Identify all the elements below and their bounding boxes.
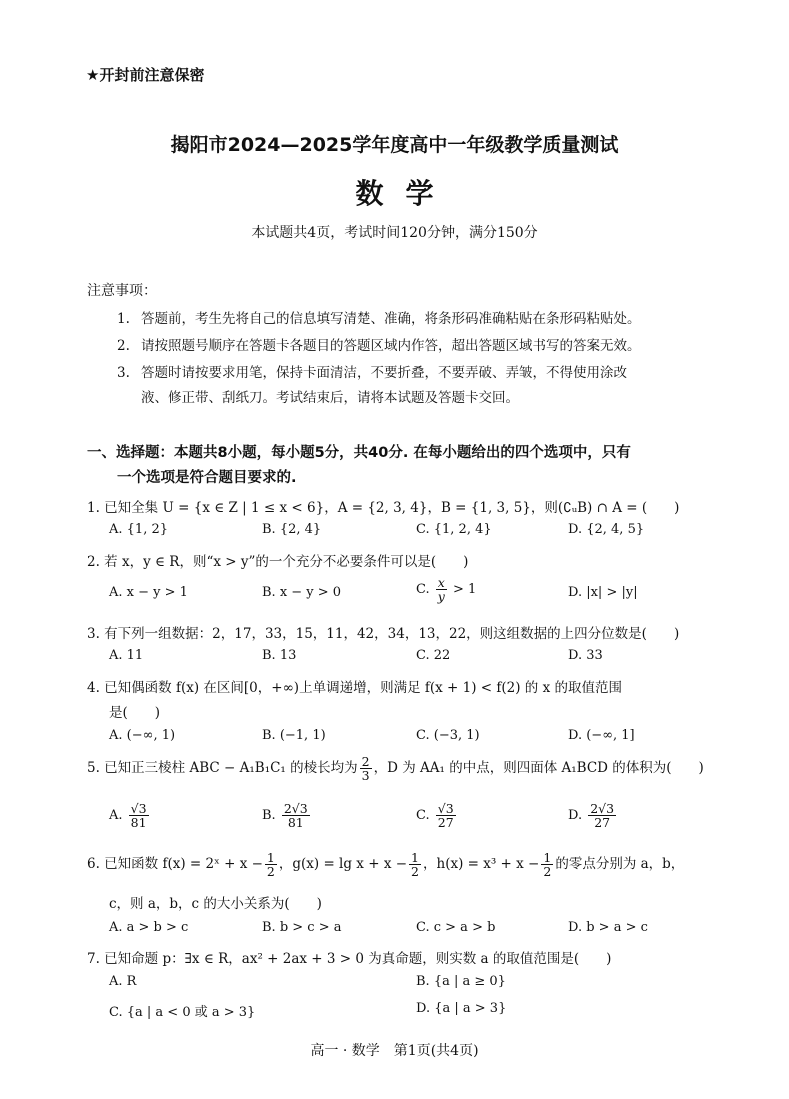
q6-option-a: A. a > b > c: [109, 920, 189, 935]
fraction: [409, 851, 421, 878]
question-7-stem: 7. 已知命题 p：∃x ∈ R，ax² + 2ax + 3 > 0 为真命题，则实数 a 的取值范围是( ): [87, 951, 612, 967]
frac-num: 1: [266, 850, 275, 865]
section-heading-cont: 一个选项是符合题目要求的.: [117, 470, 297, 486]
question-5-stem: [87, 755, 704, 782]
frac-num: 2√3: [590, 801, 615, 816]
q6-stem-d: 的零点分别为 a，b，: [555, 856, 685, 873]
q5-option-a: [109, 802, 151, 829]
exam-info: 本试题共4页，考试时间120分钟，满分150分: [251, 225, 538, 241]
q1-option-a: A. {1, 2}: [109, 522, 169, 537]
notice-num: 3.: [117, 365, 130, 381]
q2-option-c: [416, 576, 476, 603]
question-3-stem: 3. 有下列一组数据：2，17，33，15，11，42，34，13，22，则这组数据的上四分位数是( ): [87, 626, 680, 642]
frac-den: 3: [361, 768, 370, 784]
question-4-stem: 4. 已知偶函数 f(x) 在区间[0，+∞)上单调递增，则满足 f(x + 1) < f(2) 的 x 的取值范围: [87, 680, 622, 696]
q6-option-c: C. c > a > b: [416, 920, 496, 935]
q7-option-c: C. {a | a < 0 或 a > 3}: [109, 1005, 256, 1020]
q2-option-c-tail: > 1: [452, 582, 477, 598]
notice-text: 答题前，考生先将自己的信息填写清楚、准确，将条形码准确粘贴在条形码粘贴处。: [141, 311, 641, 327]
q4-option-d: D. (−∞, 1]: [568, 728, 635, 743]
frac-den: 2: [411, 864, 419, 880]
q5-stem-b: ，D 为 AA₁ 的中点，则四面体 A₁BCD 的体积为( ): [373, 760, 704, 777]
notice-num: 1.: [117, 311, 130, 327]
frac-num: 1: [543, 850, 552, 865]
fraction: [360, 755, 372, 782]
q6-stem-b: ，g(x) = lg x + x −: [278, 856, 408, 873]
question-2-stem: 2. 若 x，y ∈ R，则“x > y”的一个充分不必要条件可以是( ): [87, 554, 469, 570]
q6-stem-a: 6. 已知函数 f(x) = 2ˣ + x −: [87, 856, 263, 873]
q4-option-a: A. (−∞, 1): [109, 728, 176, 743]
q6-stem-c: ，h(x) = x³ + x −: [423, 856, 540, 873]
option-label: B.: [262, 808, 276, 824]
frac-den: 27: [594, 815, 611, 831]
fraction: [282, 802, 310, 829]
q3-option-d: D. 33: [568, 648, 603, 663]
notice-heading: 注意事项：: [87, 283, 157, 299]
frac-den: 2: [266, 864, 275, 880]
question-6-stem-cont: c，则 a，b，c 的大小关系为( ): [109, 896, 322, 912]
q6-option-b: B. b > c > a: [262, 920, 342, 935]
q3-option-b: B. 13: [262, 648, 297, 663]
notice-num: 2.: [117, 338, 130, 354]
fraction: [436, 802, 456, 829]
confidential-mark: ★开封前注意保密: [86, 66, 205, 84]
q6-option-d: D. b > a > c: [568, 920, 648, 935]
fraction: [541, 851, 553, 878]
q7-option-b: B. {a | a ≥ 0}: [416, 974, 506, 989]
frac-num: √3: [437, 801, 454, 816]
page-footer: 高一 · 数学 第1页(共4页): [310, 1043, 479, 1059]
q1-option-d: D. {2, 4, 5}: [568, 522, 645, 537]
q3-option-c: C. 22: [416, 648, 451, 663]
question-4-stem-cont: 是( ): [109, 705, 161, 721]
option-label: C.: [416, 808, 430, 824]
subject-title: 数学: [355, 177, 456, 210]
section-heading: 一、选择题：本题共8小题，每小题5分，共40分. 在每小题给出的四个选项中，只有: [87, 445, 631, 461]
frac-num: √3: [130, 801, 147, 816]
q5-option-c: [416, 802, 458, 829]
frac-den: 81: [130, 815, 147, 831]
frac-num: 2: [361, 754, 370, 769]
q5-stem-a: 5. 已知正三棱柱 ABC − A₁B₁C₁ 的棱长均为: [87, 760, 358, 777]
frac-den: y: [437, 589, 445, 605]
notice-text: 请按照题号顺序在答题卡各题目的答题区域内作答，超出答题区域书写的答案无效。: [141, 338, 641, 354]
question-1-stem: 1. 已知全集 U = {x ∈ Z | 1 ≤ x < 6}，A = {2, 3, 4}，B = {1, 3, 5}，则(∁ᵤB) ∩ A = ( ): [87, 500, 680, 516]
fraction: [436, 576, 447, 603]
notice-item: [117, 334, 641, 354]
frac-num: x: [437, 575, 445, 590]
fraction: [588, 802, 616, 829]
option-label: D.: [568, 808, 583, 824]
option-label: A.: [109, 808, 123, 824]
q4-option-b: B. (−1, 1): [262, 728, 326, 743]
q2-option-a: A. x − y > 1: [109, 585, 188, 600]
frac-den: 2: [543, 864, 552, 880]
q1-option-c: C. {1, 2, 4}: [416, 522, 492, 537]
fraction: [129, 802, 149, 829]
frac-den: 27: [437, 815, 454, 831]
notice-item: [117, 361, 627, 381]
q5-option-b: [262, 802, 312, 829]
q2-option-d: D. |x| > |y|: [568, 585, 638, 600]
q4-option-c: C. (−3, 1): [416, 728, 480, 743]
frac-num: 2√3: [283, 801, 308, 816]
notice-continuation: 液、修正带、刮纸刀。考试结束后，请将本试题及答题卡交回。: [141, 390, 519, 406]
q2-option-c-label: C.: [416, 582, 430, 598]
notice-item: [117, 307, 641, 327]
frac-den: 81: [287, 815, 304, 831]
q3-option-a: A. 11: [109, 648, 144, 663]
frac-num: 1: [411, 850, 419, 865]
fraction: [265, 851, 277, 878]
q7-option-a: A. R: [109, 974, 137, 989]
notice-text: 答题时请按要求用笔，保持卡面清洁，不要折叠，不要弄破、弄皱，不得使用涂改: [141, 365, 627, 381]
q1-option-b: B. {2, 4}: [262, 522, 322, 537]
q7-option-d: D. {a | a > 3}: [416, 1001, 507, 1016]
question-6-stem: [87, 851, 684, 878]
q5-option-d: [568, 802, 618, 829]
exam-title: 揭阳市2024—2025学年度高中一年级教学质量测试: [170, 134, 619, 156]
q2-option-b: B. x − y > 0: [262, 585, 342, 600]
